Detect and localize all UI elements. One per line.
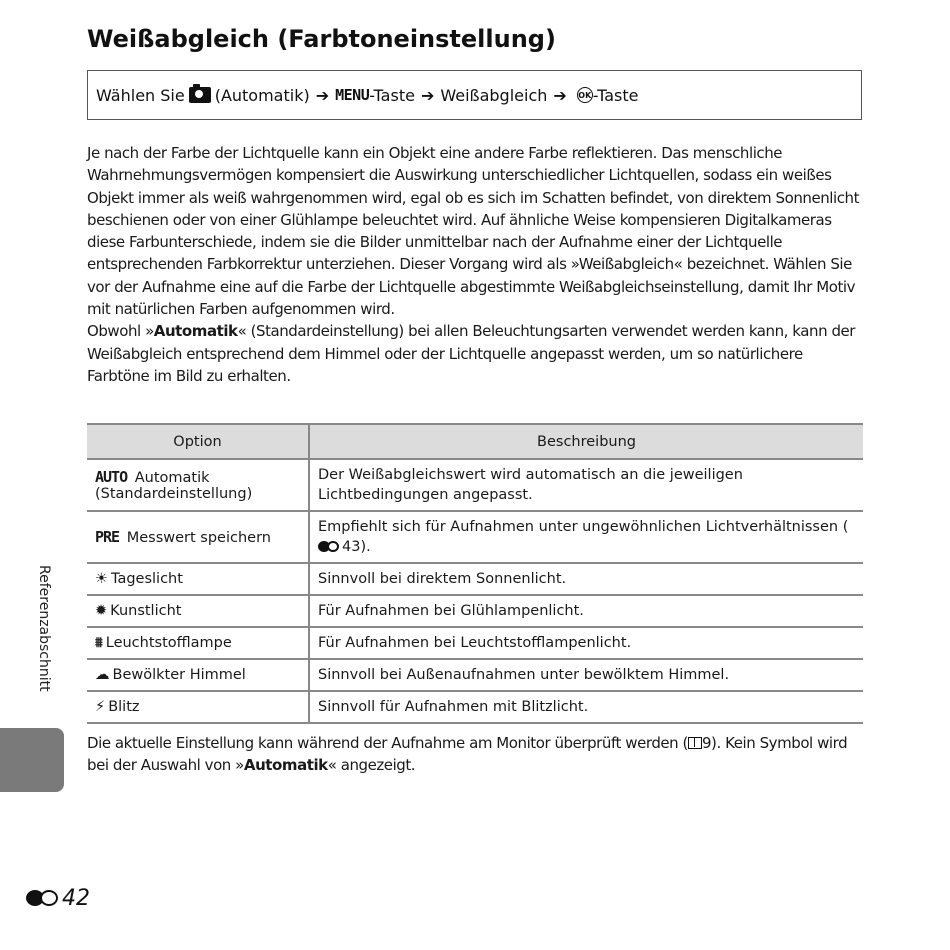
option-cell bbox=[87, 511, 309, 563]
menu-icon: MENU bbox=[335, 86, 370, 104]
page-reference: 9 bbox=[701, 734, 712, 752]
table-row bbox=[87, 459, 863, 511]
table-row bbox=[87, 691, 863, 723]
option-label: Tageslicht bbox=[111, 571, 183, 587]
page-number bbox=[26, 886, 90, 911]
reference-section-icon bbox=[318, 541, 340, 552]
bold-term: Automatik bbox=[153, 322, 238, 341]
description-cell: Für Aufnahmen bei Glühlampenlicht. bbox=[309, 595, 863, 627]
section-side-label: Referenzabschnitt bbox=[36, 565, 52, 692]
option-label: Automatik bbox=[134, 470, 210, 486]
option-cell bbox=[87, 691, 309, 723]
description-text: Empfiehlt sich für Aufnahmen unter ungewöhnlichen Lichtverhältnissen ( bbox=[318, 519, 849, 535]
option-label-note: (Standardeinstellung) bbox=[95, 486, 253, 502]
option-label: Kunstlicht bbox=[110, 603, 182, 619]
text-run: « angezeigt. bbox=[327, 756, 416, 775]
table-row bbox=[87, 563, 863, 595]
page-reference: 43 bbox=[342, 539, 361, 555]
description-cell bbox=[309, 511, 863, 563]
text-run: Die aktuelle Einstellung kann während der Aufnahme am Monitor überprüft werden ( bbox=[87, 734, 688, 752]
option-cell bbox=[87, 659, 309, 691]
menu-path-step: Weißabgleich bbox=[440, 85, 548, 105]
option-cell bbox=[87, 627, 309, 659]
auto-wb-icon: AUTO bbox=[95, 468, 128, 486]
arrow-right-icon: ➔ bbox=[420, 85, 435, 105]
menu-path-ok-suffix: -Taste bbox=[592, 85, 639, 105]
menu-path-prefix: Wählen Sie bbox=[96, 85, 185, 105]
description-text: ). bbox=[360, 539, 371, 555]
table-header-row bbox=[87, 424, 863, 459]
daylight-icon: ☀ bbox=[95, 571, 108, 587]
table-row bbox=[87, 511, 863, 563]
cloudy-icon: ☁ bbox=[95, 667, 110, 683]
menu-path-box bbox=[87, 70, 862, 120]
book-reference-icon bbox=[688, 737, 702, 749]
column-header-option: Option bbox=[87, 424, 309, 459]
text-run: ). Kein Symbol wird bei der Auswahl von » bbox=[87, 734, 848, 775]
section-tab-marker bbox=[0, 728, 64, 792]
description-cell: Sinnvoll bei direktem Sonnenlicht. bbox=[309, 563, 863, 595]
text-run: « (Standardeinstellung) bei allen Beleuchtungsarten verwendet werden kann, kann der Weißabgleich entsprechend dem Himmel oder der Lichtquelle angepasst werden, um so natürlichere Farbtöne im Bild zu erhalten. bbox=[87, 322, 856, 385]
menu-path-menu-suffix: -Taste bbox=[369, 85, 415, 105]
description-cell: Sinnvoll für Aufnahmen mit Blitzlicht. bbox=[309, 691, 863, 723]
page-number-value: 42 bbox=[62, 886, 90, 911]
option-label: Blitz bbox=[108, 699, 140, 715]
option-cell bbox=[87, 595, 309, 627]
automatik-paragraph bbox=[87, 320, 867, 387]
preset-manual-icon: PRE bbox=[95, 528, 120, 546]
page-title: Weißabgleich (Farbtoneinstellung) bbox=[87, 25, 556, 53]
option-label: Leuchtstofflampe bbox=[105, 635, 232, 651]
arrow-right-icon: ➔ bbox=[553, 85, 567, 105]
column-header-description: Beschreibung bbox=[309, 424, 863, 459]
fluorescent-icon: ⩩ bbox=[95, 635, 103, 651]
table-row bbox=[87, 627, 863, 659]
table-row bbox=[87, 595, 863, 627]
intro-paragraph: Je nach der Farbe der Lichtquelle kann ein Objekt eine andere Farbe reflektieren. Das menschliche Wahrnehmungsvermögen kompensiert die Auswirkung unterschiedlicher Lichtquellen, sodass ein weißes Objekt immer als weiß wahrgenommen wird, egal ob es sich im Schatten befindet, von direktem Sonnenlicht beschienen oder von einer Glühlampe beleuchtet wird. Auf ähnliche Weise kompensieren Digitalkameras diese Farbunterschiede, indem sie die Bilder unmittelbar nach der Aufnahme einer der Lichtquelle entsprechenden Farbkorrektur unterziehen. Dieser Vorgang wird als »Weißabgleich« bezeichnet. Wählen Sie vor der Aufnahme eine auf die Farbe der Lichtquelle abgestimmte Weißabgleichseinstellung, damit Ihr Motiv mit natürlichen Farben aufgenommen wird. bbox=[87, 144, 860, 319]
option-cell bbox=[87, 563, 309, 595]
flash-icon: ⚡ bbox=[95, 699, 106, 715]
text-run: Obwohl » bbox=[87, 322, 154, 341]
option-cell bbox=[87, 459, 309, 511]
camera-icon bbox=[189, 87, 211, 103]
bold-term: Automatik bbox=[243, 756, 328, 775]
option-label: Messwert speichern bbox=[126, 530, 271, 546]
footer-note bbox=[87, 732, 867, 777]
reference-section-icon bbox=[26, 890, 60, 906]
intro-text bbox=[87, 142, 867, 387]
description-cell: Der Weißabgleichswert wird automatisch an die jeweiligen Lichtbedingungen angepasst. bbox=[309, 459, 863, 511]
arrow-right-icon: ➔ bbox=[315, 85, 330, 105]
table-row bbox=[87, 659, 863, 691]
ok-button-icon: OK bbox=[577, 87, 593, 103]
incandescent-icon: ✹ bbox=[95, 603, 108, 619]
menu-path-mode: (Automatik) bbox=[214, 85, 310, 105]
description-cell: Für Aufnahmen bei Leuchtstofflampenlicht. bbox=[309, 627, 863, 659]
option-label: Bewölkter Himmel bbox=[112, 667, 246, 683]
description-cell: Sinnvoll bei Außenaufnahmen unter bewölktem Himmel. bbox=[309, 659, 863, 691]
white-balance-options-table bbox=[87, 423, 863, 724]
